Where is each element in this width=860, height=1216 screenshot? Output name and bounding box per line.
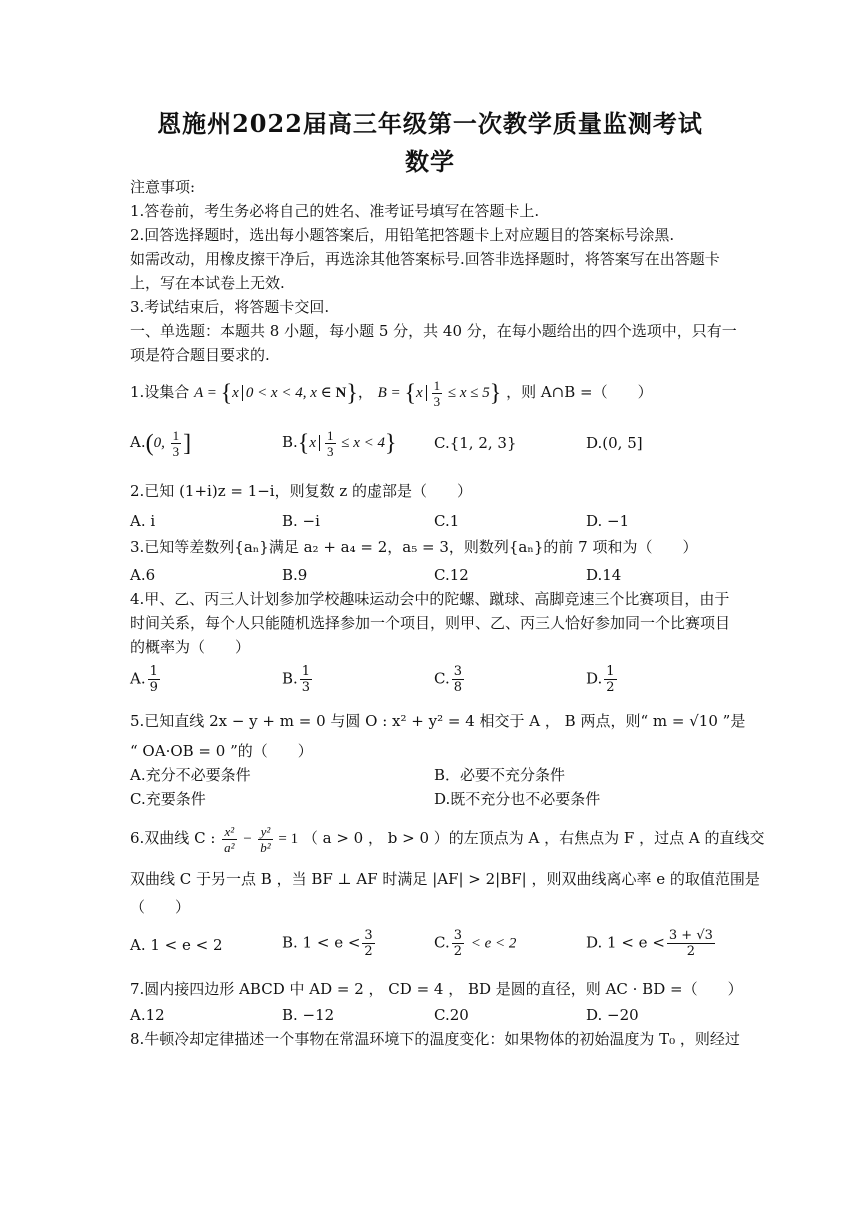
section-heading-line1: 一、单选题：本题共 8 小题，每小题 5 分，共 40 分，在每小题给出的四个选项中，只有一 [130, 322, 737, 340]
q7-option-a: A.12 [130, 1006, 165, 1024]
q4-option-a: A. $\frac{1}{9}$ [130, 664, 158, 695]
q1-option-a: A.(0, $\frac{1}{3}$ ] [130, 428, 192, 459]
q3-option-b: B.9 [282, 566, 308, 584]
question-6-line1: 6.双曲线 C : $\frac{\text{x²}}{\text{a²}}$ − $\frac{\text{y²}}{\text{b²}}$ = 1 （ a > 0 ， b > 0 ）的左顶点为 A ，右焦点为 F ，过点 A 的直线交 [130, 824, 765, 855]
q6-option-a: A. 1 < e < 2 [130, 936, 223, 954]
q6-option-b: B. 1 < e < $\frac{3}{2}$ [282, 928, 373, 959]
q1-option-b: B.{x $\frac{1}{3}$ ≤ x < 4} [282, 428, 397, 459]
q1-option-c: C.{1, 2, 3} [434, 434, 517, 452]
q4-option-b: B. $\frac{1}{3}$ [282, 664, 311, 695]
question-6-line2: 双曲线 C 于另一点 B ，当 BF ⊥ AF 时满足 |AF| > 2|BF| ，则双曲线离心率 e 的取值范围是 [130, 870, 760, 888]
question-4-line2: 时间关系，每个人只能随机选择参加一个项目，则甲、乙、丙三人恰好参加同一个比赛项目 [130, 614, 731, 632]
q5-option-d: D.既不充分也不必要条件 [434, 790, 601, 808]
notice-item-2: 2.回答选择题时，选出每小题答案后，用铅笔把答题卡上对应题目的答案标号涂黑. [130, 226, 675, 244]
question-3: 3.已知等差数列{aₙ}满足 a₂ + a₄ = 2，a₅ = 3，则数列{aₙ}的前 7 项和为（ ） [130, 538, 698, 556]
notice-item-2-cont: 如需改动，用橡皮擦干净后，再选涂其他答案标号.回答非选择题时，将答案写在出答题卡 [130, 250, 720, 268]
q1-option-d: D.(0, 5] [586, 434, 643, 452]
q2-option-c: C.1 [434, 512, 460, 530]
q3-option-d: D.14 [586, 566, 622, 584]
q2-option-d: D. −1 [586, 512, 630, 530]
q1-prefix: 1.设集合 [130, 382, 190, 401]
exam-title: 恩施州2022届高三年级第一次教学质量监测考试 [157, 109, 703, 138]
question-7: 7.圆内接四边形 ABCD 中 AD = 2 ， CD = 4 ， BD 是圆的直径，则 AC · BD =（ ） [130, 980, 743, 998]
q4-option-c: C. $\frac{3}{8}$ [434, 664, 462, 695]
notice-item-1: 1.答卷前，考生务必将自己的姓名、准考证号填写在答题卡上. [130, 202, 540, 220]
exam-subject: 数学 [405, 147, 455, 176]
q5-option-a: A.充分不必要条件 [130, 766, 251, 784]
question-4-line1: 4.甲、乙、丙三人计划参加学校趣味运动会中的陀螺、蹴球、高脚竞速三个比赛项目，由于 [130, 590, 730, 608]
q5-option-b: B．必要不充分条件 [434, 766, 566, 784]
q5-option-c: C.充要条件 [130, 790, 206, 808]
q6-option-c: C. $\frac{3}{2}$ < e < 2 [434, 928, 517, 959]
notice-item-3: 3.考试结束后，将答题卡交回. [130, 298, 330, 316]
q2-option-a: A. i [130, 512, 156, 530]
q3-option-c: C.12 [434, 566, 469, 584]
q4-option-d: D. $\frac{1}{2}$ [586, 664, 615, 695]
q7-option-b: B. −12 [282, 1006, 335, 1024]
q1-set-b: B = {x $\frac{1}{3}$ ≤ x ≤ 5} [377, 378, 502, 409]
question-2: 2.已知 (1+i)z = 1−i，则复数 z 的虚部是（ ） [130, 482, 473, 500]
section-heading-line2: 项是符合题目要求的. [130, 346, 270, 364]
q2-option-b: B. −i [282, 512, 320, 530]
question-5-line2: “ OA·OB = 0 ”的（ ） [130, 742, 313, 760]
question-6-line3: （ ） [130, 898, 191, 916]
q1-set-a: A = {x 0 < x < 4, x ∈ N} [194, 380, 358, 407]
question-4-line3: 的概率为（ ） [130, 638, 251, 656]
question-8: 8.牛顿冷却定律描述一个事物在常温环境下的温度变化：如果物体的初始温度为 T₀ ，则经过 [130, 1030, 740, 1048]
notice-item-2-end: 上，写在本试卷上无效. [130, 274, 285, 292]
q3-option-a: A.6 [130, 566, 156, 584]
question-5-line1: 5.已知直线 2x − y + m = 0 与圆 O : x² + y² = 4 相交于 A ， B 两点，则“ m = √10 ”是 [130, 712, 746, 730]
notice-heading: 注意事项: [130, 178, 196, 196]
q7-option-c: C.20 [434, 1006, 469, 1024]
q6-option-d: D. 1 < e < $\frac{3 + √3}{2}$ [586, 928, 713, 959]
question-1: 1.设集合 A = {x 0 < x < 4, x ∈ N}， B = {x $\frac{1}{3}$ ≤ x ≤ 5} ，则 A∩B =（ ） [130, 378, 653, 409]
q1-suffix: ，则 A∩B =（ ） [506, 382, 653, 401]
q7-option-d: D. −20 [586, 1006, 639, 1024]
